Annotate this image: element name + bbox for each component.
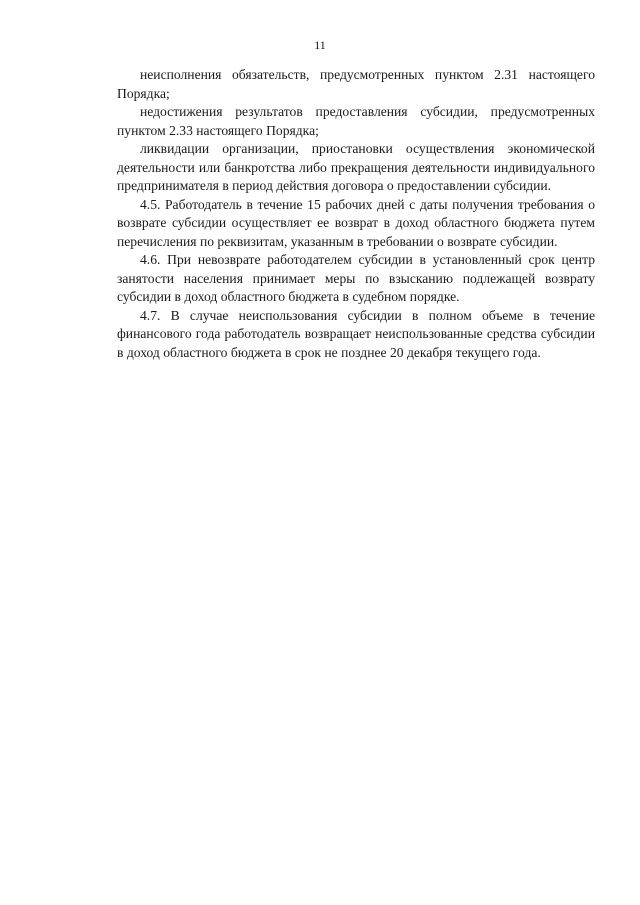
page-number: 11 — [314, 38, 326, 52]
paragraph-results-not-achieved: недостижения результатов предоставления субсидии, предусмотренных пунктом 2.33 настоящего Порядка; — [117, 104, 595, 138]
paragraph-4-7: 4.7. В случае неиспользования субсидии в полном объеме в течение финансового года работодатель возвращает неиспользованные средства субсидии в доход областного бюджета в срок не позднее 20 декабря текущего года. — [117, 307, 595, 360]
paragraph-4-5: 4.5. Работодатель в течение 15 рабочих дней с даты получения требования о возврате субсидии осуществляет ее возврат в доход областного бюджета путем перечисления по реквизитам, указанным в требовании о возврате субсидии. — [117, 196, 595, 249]
paragraph-nonfulfillment: неисполнения обязательств, предусмотренных пунктом 2.31 настоящего Порядка; — [117, 67, 595, 101]
paragraph-4-6: 4.6. При невозврате работодателем субсидии в установленный срок центр занятости населения принимает меры по взысканию подлежащей возврату субсидии в доход областного бюджета в судебном порядке. — [117, 252, 595, 304]
document-body — [117, 66, 595, 362]
paragraph-liquidation: ликвидации организации, приостановки осуществления экономической деятельности или банкротства либо прекращения деятельности индивидуального предпринимателя в период действия договора о предоставлении субсидии. — [117, 141, 595, 193]
